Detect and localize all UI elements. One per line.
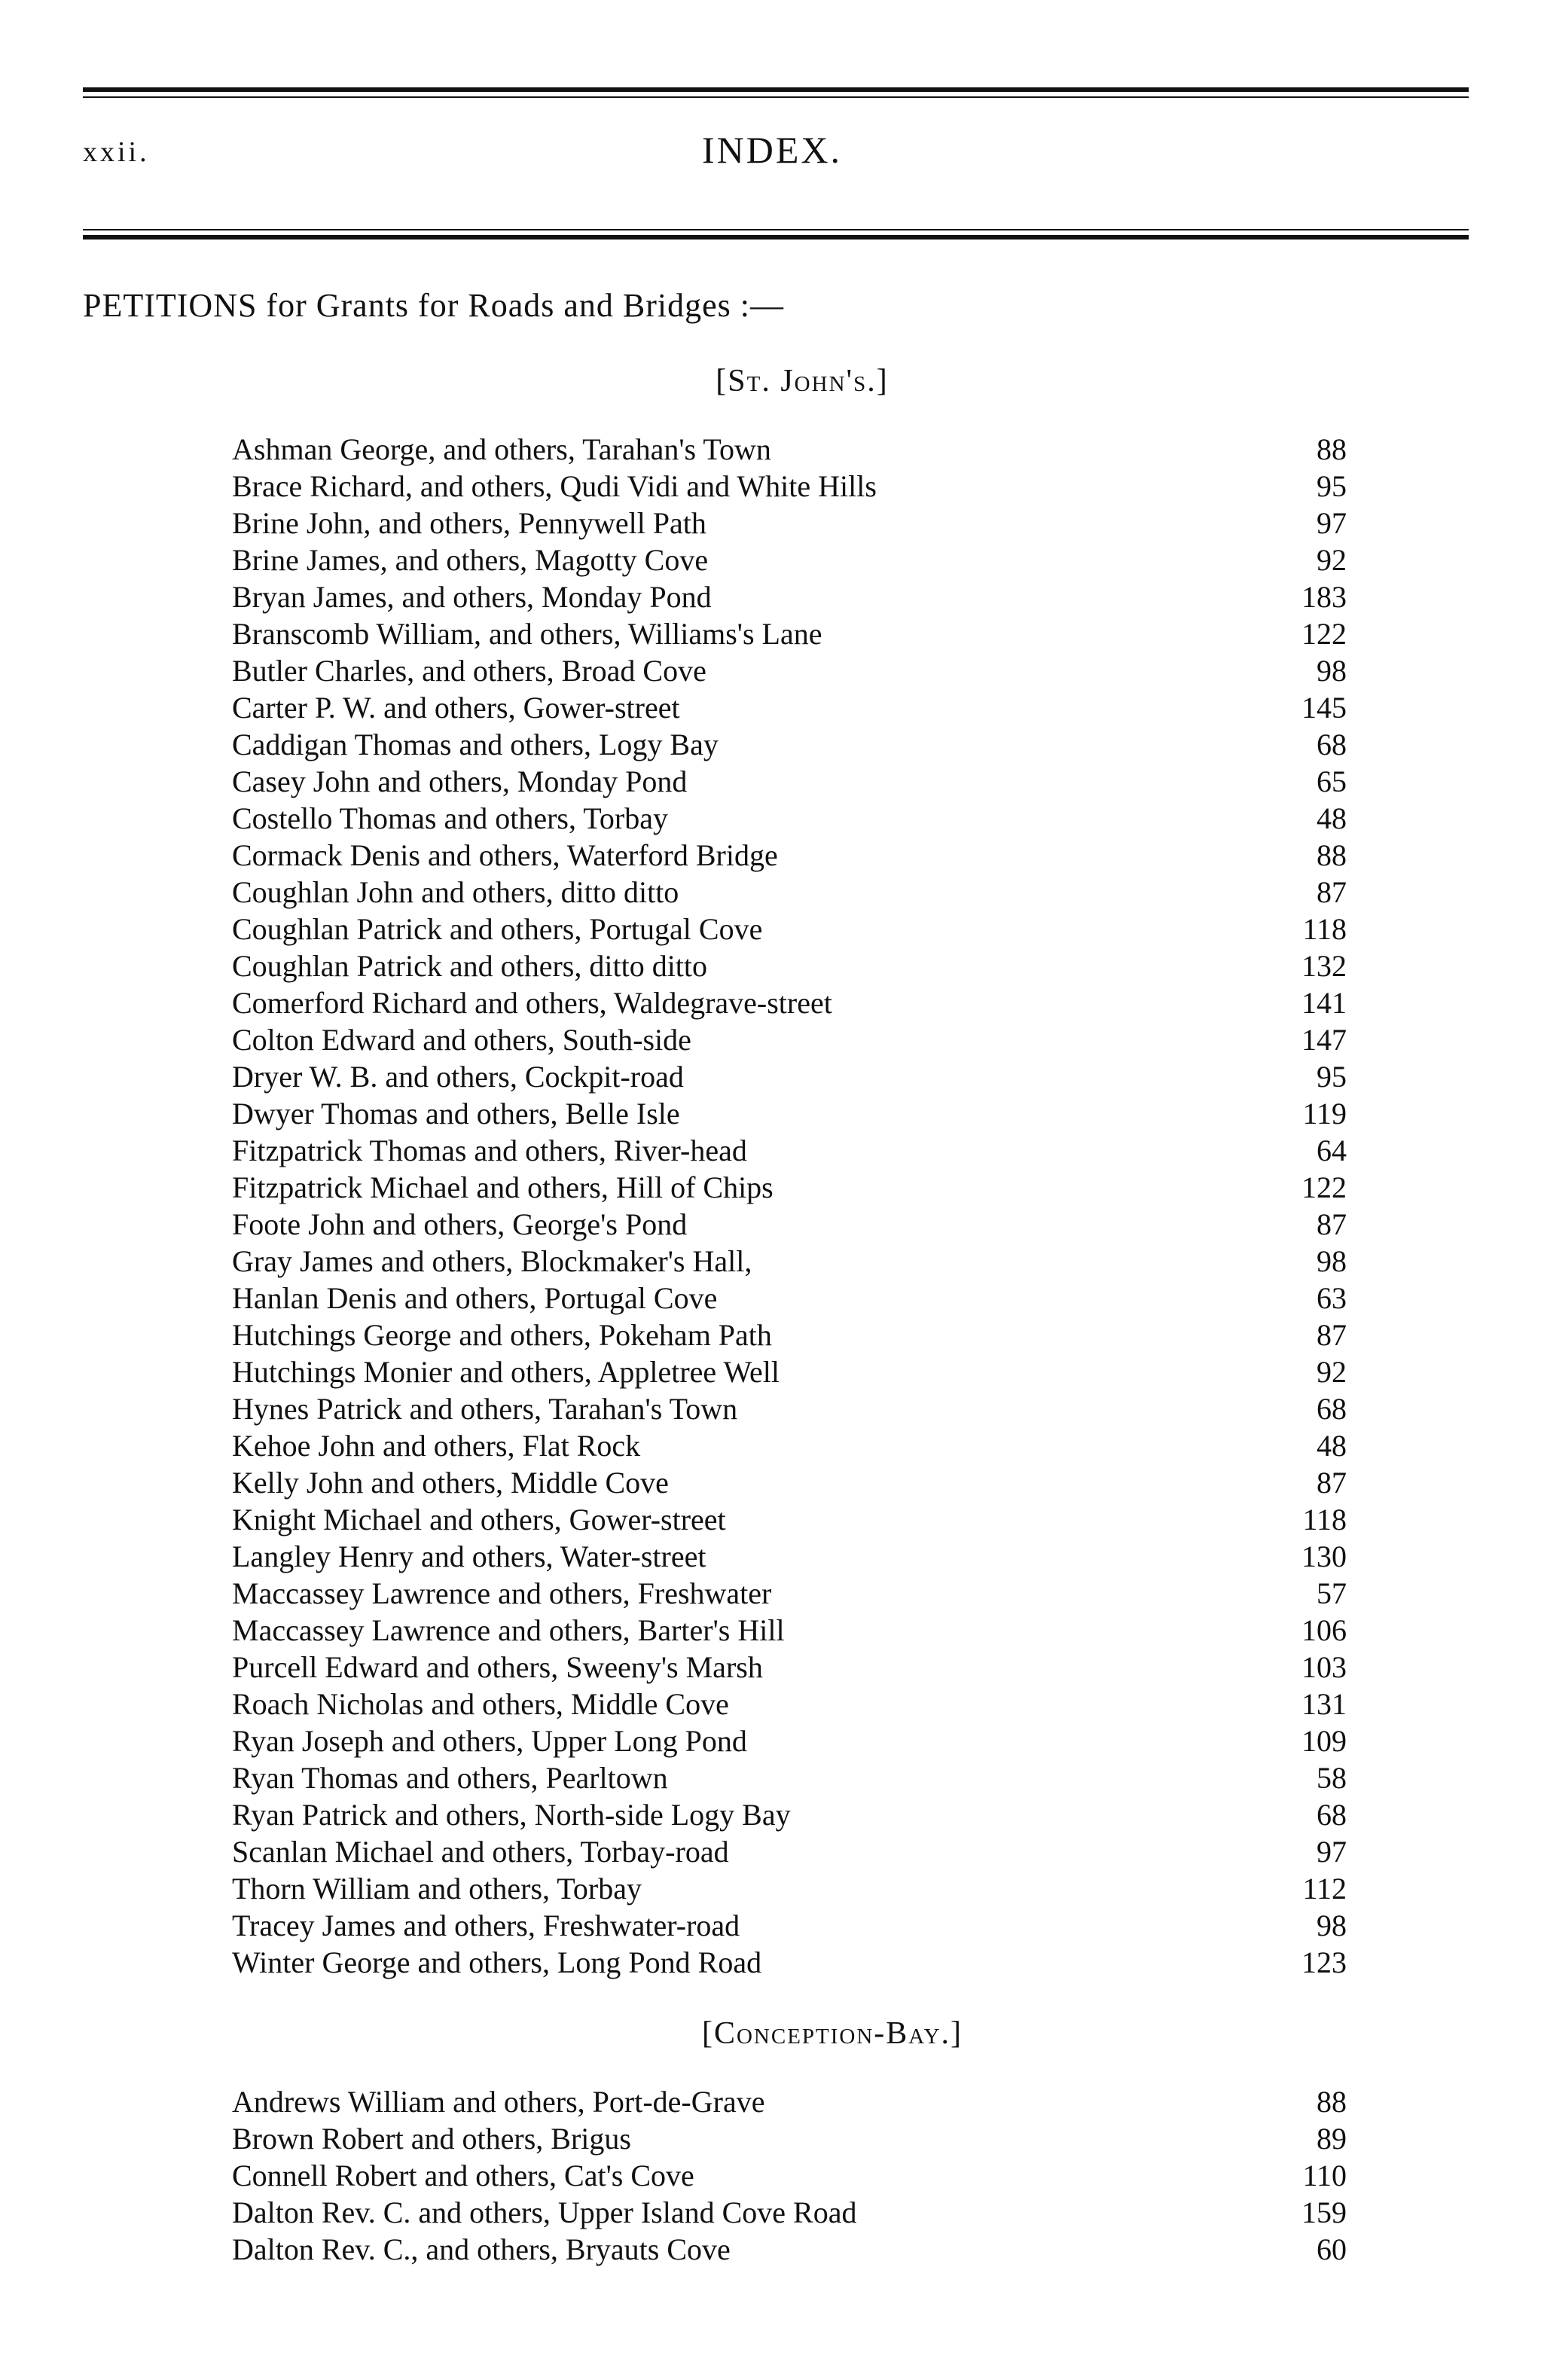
entry-page-number: 118 xyxy=(1302,912,1347,946)
entry-page-number: 123 xyxy=(1301,1945,1347,1979)
index-entry xyxy=(232,505,1347,542)
index-entry xyxy=(232,431,1347,468)
entry-page-number: 118 xyxy=(1302,1503,1347,1536)
entry-page-number: 68 xyxy=(1317,728,1347,761)
entry-name: Scanlan Michael and others, Torbay-road xyxy=(232,1835,729,1869)
index-entry xyxy=(232,1501,1347,1538)
index-entry xyxy=(232,2083,1347,2120)
entry-page-number: 106 xyxy=(1301,1613,1347,1647)
entry-page-number: 95 xyxy=(1317,1060,1347,1094)
entry-name: Brown Robert and others, Brigus xyxy=(232,2122,631,2156)
index-entry xyxy=(232,1612,1347,1649)
entry-name: Ryan Joseph and others, Upper Long Pond xyxy=(232,1724,747,1758)
index-entry xyxy=(232,2231,1347,2268)
page-header xyxy=(0,128,1544,181)
entry-name: Ryan Thomas and others, Pearltown xyxy=(232,1761,668,1795)
entry-name: Ashman George, and others, Tarahan's Town xyxy=(232,432,771,466)
index-entry xyxy=(232,1243,1347,1280)
entry-page-number: 103 xyxy=(1301,1650,1347,1684)
entry-page-number: 122 xyxy=(1301,1170,1347,1204)
index-entry xyxy=(232,763,1347,800)
entry-page-number: 92 xyxy=(1317,543,1347,577)
entry-name: Tracey James and others, Freshwater-road xyxy=(232,1909,740,1942)
entry-name: Dwyer Thomas and others, Belle Isle xyxy=(232,1097,680,1130)
entry-name: Hanlan Denis and others, Portugal Cove xyxy=(232,1281,718,1315)
entry-name: Hutchings George and others, Pokeham Path xyxy=(232,1318,772,1352)
index-entry xyxy=(232,1169,1347,1206)
index-entry xyxy=(232,1649,1347,1686)
index-entry xyxy=(232,2157,1347,2194)
entry-page-number: 88 xyxy=(1317,838,1347,872)
entry-name: Kelly John and others, Middle Cove xyxy=(232,1466,669,1500)
entry-name: Dalton Rev. C. and others, Upper Island Cove Road xyxy=(232,2195,857,2229)
entry-page-number: 87 xyxy=(1317,1318,1347,1352)
index-entry xyxy=(232,1317,1347,1353)
entry-page-number: 68 xyxy=(1317,1798,1347,1832)
index-entry xyxy=(232,1722,1347,1759)
entry-page-number: 48 xyxy=(1317,1429,1347,1463)
entry-name: Costello Thomas and others, Torbay xyxy=(232,801,668,835)
entry-page-number: 109 xyxy=(1301,1724,1347,1758)
entry-name: Cormack Denis and others, Waterford Bridge xyxy=(232,838,778,872)
index-entry xyxy=(232,1132,1347,1169)
entry-page-number: 183 xyxy=(1301,580,1347,614)
index-entry xyxy=(232,1280,1347,1317)
entry-name: Colton Edward and others, South-side xyxy=(232,1023,691,1057)
index-entry xyxy=(232,1464,1347,1501)
entry-page-number: 63 xyxy=(1317,1281,1347,1315)
entry-page-number: 57 xyxy=(1317,1576,1347,1610)
index-entry xyxy=(232,652,1347,689)
index-entry xyxy=(232,874,1347,911)
running-head: INDEX. xyxy=(701,129,843,171)
entry-page-number: 48 xyxy=(1317,801,1347,835)
entry-page-number: 145 xyxy=(1301,691,1347,725)
entry-name: Purcell Edward and others, Sweeny's Marsh xyxy=(232,1650,763,1684)
entry-name: Coughlan John and others, ditto ditto xyxy=(232,875,679,909)
header-rule-thick xyxy=(83,235,1469,240)
entry-page-number: 65 xyxy=(1317,764,1347,798)
entry-page-number: 131 xyxy=(1301,1687,1347,1721)
entry-page-number: 88 xyxy=(1317,432,1347,466)
entry-name: Dryer W. B. and others, Cockpit-road xyxy=(232,1060,684,1094)
entry-page-number: 98 xyxy=(1317,1244,1347,1278)
entry-name: Caddigan Thomas and others, Logy Bay xyxy=(232,728,719,761)
entry-page-number: 92 xyxy=(1317,1355,1347,1389)
entry-name: Brine John, and others, Pennywell Path xyxy=(232,506,706,540)
entry-name: Kehoe John and others, Flat Rock xyxy=(232,1429,641,1463)
entry-list-conception-bay xyxy=(232,2083,1347,2268)
entry-page-number: 122 xyxy=(1301,617,1347,651)
index-entry xyxy=(232,2120,1347,2157)
entry-page-number: 88 xyxy=(1317,2085,1347,2119)
entry-name: Brace Richard, and others, Qudi Vidi and White Hills xyxy=(232,469,877,503)
entry-page-number: 97 xyxy=(1317,1835,1347,1869)
entry-page-number: 98 xyxy=(1317,654,1347,688)
entry-page-number: 130 xyxy=(1301,1539,1347,1573)
index-entry xyxy=(232,1427,1347,1464)
entry-page-number: 119 xyxy=(1302,1097,1347,1130)
group-heading-st-johns: [St. John's.] xyxy=(716,364,889,398)
entry-page-number: 58 xyxy=(1317,1761,1347,1795)
index-entry xyxy=(232,726,1347,763)
entry-name: Casey John and others, Monday Pond xyxy=(232,764,688,798)
index-entry xyxy=(232,1575,1347,1612)
entry-name: Comerford Richard and others, Waldegrave-street xyxy=(232,986,832,1020)
entry-page-number: 87 xyxy=(1317,1207,1347,1241)
entry-name: Dalton Rev. C., and others, Bryauts Cove xyxy=(232,2232,731,2266)
index-entry xyxy=(232,1907,1347,1944)
index-entry xyxy=(232,911,1347,947)
index-entry xyxy=(232,1944,1347,1981)
entry-name: Branscomb William, and others, Williams's Lane xyxy=(232,617,822,651)
index-entry xyxy=(232,615,1347,652)
entry-name: Bryan James, and others, Monday Pond xyxy=(232,580,712,614)
entry-page-number: 159 xyxy=(1301,2195,1347,2229)
entry-name: Butler Charles, and others, Broad Cove xyxy=(232,654,706,688)
entry-name: Fitzpatrick Michael and others, Hill of Chips xyxy=(232,1170,774,1204)
entry-name: Gray James and others, Blockmaker's Hall, xyxy=(232,1244,752,1278)
index-entry xyxy=(232,1870,1347,1907)
index-entry xyxy=(232,837,1347,874)
index-entry xyxy=(232,1095,1347,1132)
entry-page-number: 98 xyxy=(1317,1909,1347,1942)
index-entry xyxy=(232,1206,1347,1243)
entry-name: Hynes Patrick and others, Tarahan's Town xyxy=(232,1392,738,1426)
index-entry xyxy=(232,1796,1347,1833)
index-entry xyxy=(232,947,1347,984)
index-entry xyxy=(232,1353,1347,1390)
entry-page-number: 110 xyxy=(1302,2159,1347,2192)
entry-name: Coughlan Patrick and others, Portugal Cove xyxy=(232,912,763,946)
page-number: xxii. xyxy=(83,136,150,168)
entry-name: Foote John and others, George's Pond xyxy=(232,1207,688,1241)
index-entry xyxy=(232,1759,1347,1796)
entry-page-number: 89 xyxy=(1317,2122,1347,2156)
index-entry xyxy=(232,1686,1347,1722)
entry-name: Knight Michael and others, Gower-street xyxy=(232,1503,726,1536)
index-entry xyxy=(232,1021,1347,1058)
entry-page-number: 95 xyxy=(1317,469,1347,503)
entry-name: Andrews William and others, Port-de-Grave xyxy=(232,2085,765,2119)
entry-page-number: 112 xyxy=(1302,1872,1347,1906)
index-entry xyxy=(232,578,1347,615)
entry-page-number: 68 xyxy=(1317,1392,1347,1426)
group-heading-conception-bay: [Conception-Bay.] xyxy=(701,2016,963,2051)
entry-name: Winter George and others, Long Pond Road xyxy=(232,1945,762,1979)
index-entry xyxy=(232,468,1347,505)
entry-page-number: 87 xyxy=(1317,875,1347,909)
index-entry xyxy=(232,542,1347,578)
entry-name: Maccassey Lawrence and others, Barter's Hill xyxy=(232,1613,785,1647)
entry-page-number: 87 xyxy=(1317,1466,1347,1500)
entry-name: Maccassey Lawrence and others, Freshwater xyxy=(232,1576,772,1610)
entry-name: Roach Nicholas and others, Middle Cove xyxy=(232,1687,729,1721)
entry-name: Connell Robert and others, Cat's Cove xyxy=(232,2159,694,2192)
index-entry xyxy=(232,800,1347,837)
index-entry xyxy=(232,1538,1347,1575)
entry-name: Coughlan Patrick and others, ditto ditto xyxy=(232,949,708,983)
top-rule-thin xyxy=(83,96,1469,98)
index-entry xyxy=(232,1833,1347,1870)
entry-name: Carter P. W. and others, Gower-street xyxy=(232,691,680,725)
index-entry xyxy=(232,1058,1347,1095)
entry-page-number: 64 xyxy=(1317,1134,1347,1167)
entry-page-number: 97 xyxy=(1317,506,1347,540)
index-entry xyxy=(232,689,1347,726)
entry-page-number: 132 xyxy=(1301,949,1347,983)
index-entry xyxy=(232,2194,1347,2231)
entry-name: Thorn William and others, Torbay xyxy=(232,1872,642,1906)
entry-page-number: 141 xyxy=(1301,986,1347,1020)
top-rule-thick xyxy=(83,87,1469,92)
entry-name: Fitzpatrick Thomas and others, River-head xyxy=(232,1134,747,1167)
section-heading: PETITIONS for Grants for Roads and Bridges :— xyxy=(83,287,784,324)
entry-name: Ryan Patrick and others, North-side Logy Bay xyxy=(232,1798,791,1832)
entry-page-number: 60 xyxy=(1317,2232,1347,2266)
entry-list-st-johns xyxy=(232,431,1347,1981)
entry-page-number: 147 xyxy=(1301,1023,1347,1057)
header-rule-thin xyxy=(83,229,1469,230)
index-entry xyxy=(232,1390,1347,1427)
index-entry xyxy=(232,984,1347,1021)
entry-name: Langley Henry and others, Water-street xyxy=(232,1539,706,1573)
entry-name: Hutchings Monier and others, Appletree Well xyxy=(232,1355,780,1389)
entry-name: Brine James, and others, Magotty Cove xyxy=(232,543,709,577)
